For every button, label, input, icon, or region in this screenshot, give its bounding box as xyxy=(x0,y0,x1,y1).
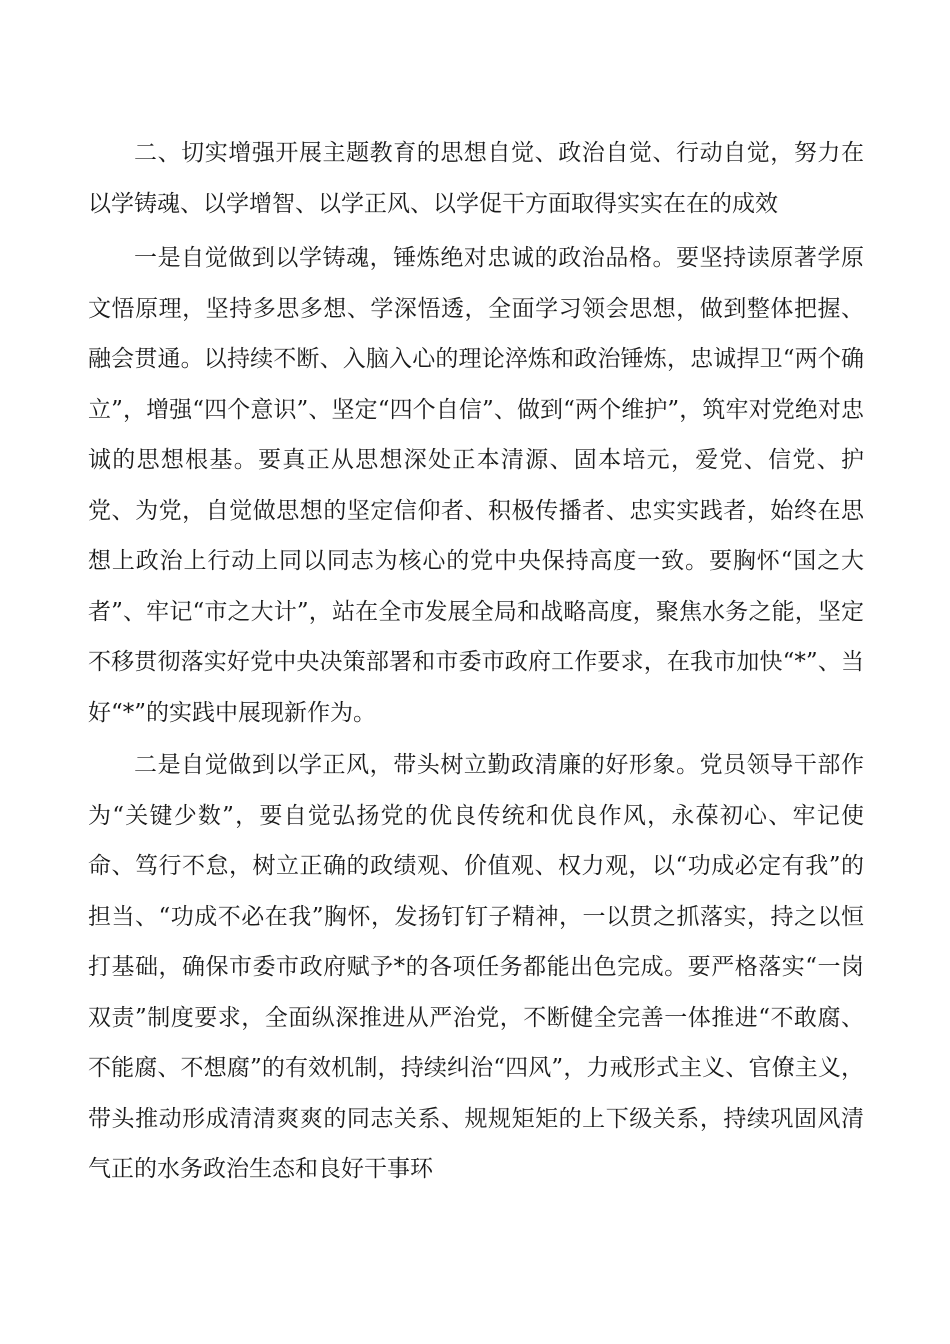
document-page xyxy=(88,128,864,1195)
paragraph-1: 一是自觉做到以学铸魂，锤炼绝对忠诚的政治品格。要坚持读原著学原文悟原理，坚持多思多想、学深悟透，全面学习领会思想，做到整体把握、融会贯通。以持续不断、入脑入心的理论淬炼和政治锤炼，忠诚捍卫“两个确立”，增强“四个意识”、坚定“四个自信”、做到“两个维护”，筑牢对党绝对忠诚的思想根基。要真正从思想深处正本清源、固本培元，爱党、信党、护党、为党，自觉做思想的坚定信仰者、积极传播者、忠实实践者，始终在思想上政治上行动上同以同志为核心的党中央保持高度一致。要胸怀“国之大者”、牢记“市之大计”，站在全市发展全局和战略高度，聚焦水务之能，坚定不移贯彻落实好党中央决策部署和市委市政府工作要求，在我市加快“*”、当好“*”的实践中展现新作为。 xyxy=(88,245,864,726)
paragraph-2: 二是自觉做到以学正风，带头树立勤政清廉的好形象。党员领导干部作为“关键少数”，要自觉弘扬党的优良传统和优良作风，永葆初心、牢记使命、笃行不怠，树立正确的政绩观、价值观、权力观，以“功成必定有我”的担当、“功成不必在我”胸怀，发扬钉钉子精神，一以贯之抓落实，持之以恒打基础，确保市委市政府赋予*的各项任务都能出色完成。要严格落实“一岗双责”制度要求，全面纵深推进从严治党，不断健全完善一体推进“不敢腐、不能腐、不想腐”的有效机制，持续纠治“四风”，力戒形式主义、官僚主义，带头推动形成清清爽爽的同志关系、规规矩矩的上下级关系，持续巩固风清气正的水务政治生态和良好干事环 xyxy=(88,752,864,1182)
section-heading: 二、切实增强开展主题教育的思想自觉、政治自觉、行动自觉，努力在以学铸魂、以学增智、以学正风、以学促干方面取得实实在在的成效 xyxy=(88,140,864,217)
